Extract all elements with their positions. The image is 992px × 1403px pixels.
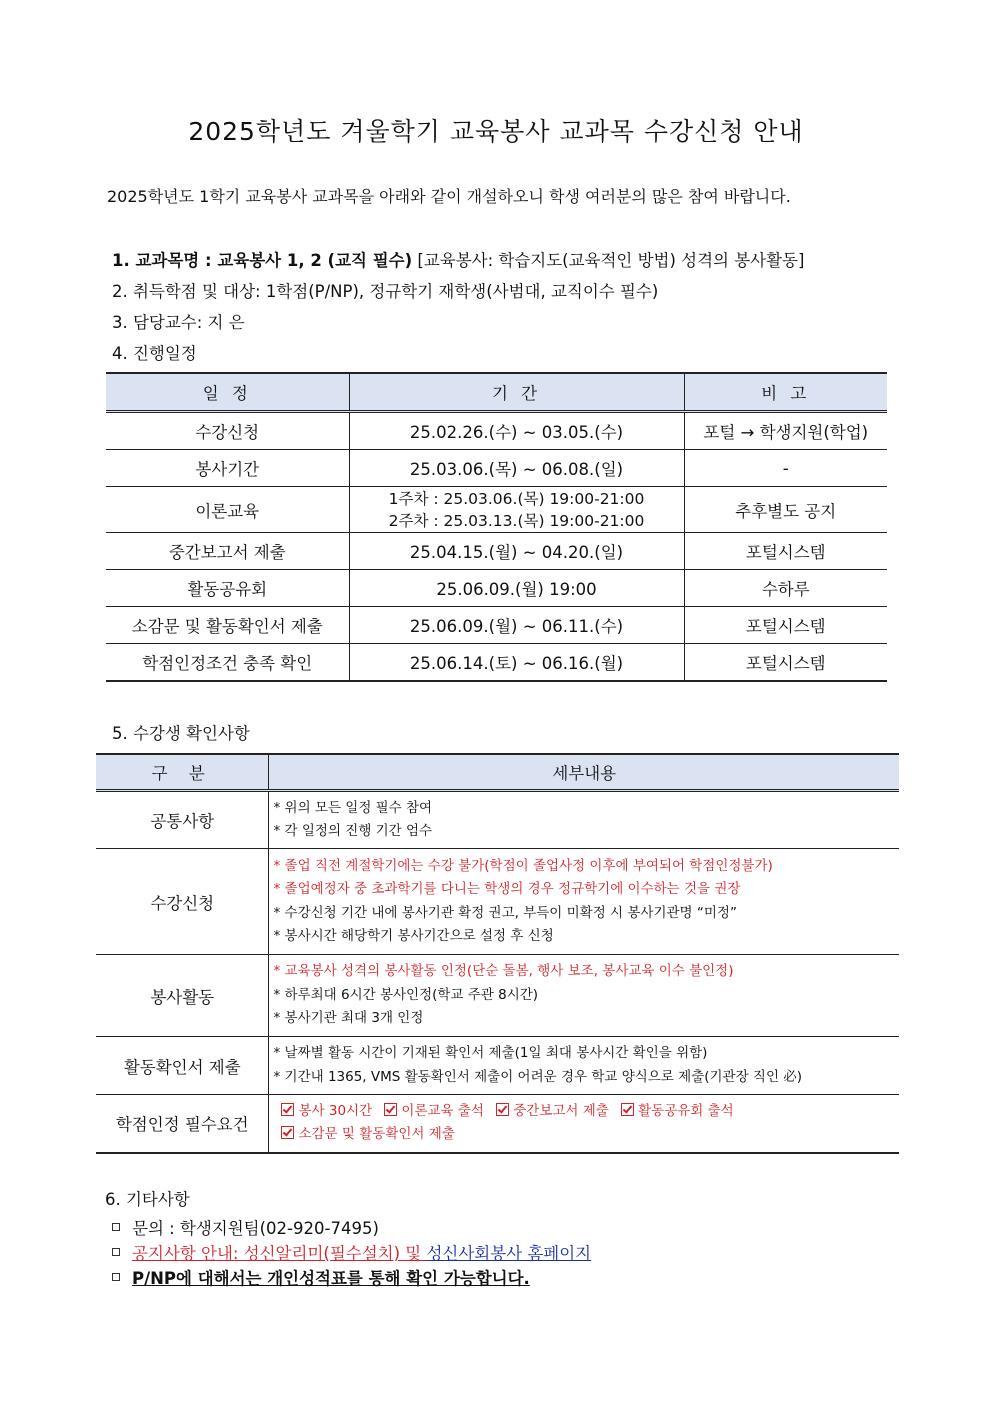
schedule-period: [349, 487, 684, 533]
square-bullet-icon: [112, 1248, 120, 1256]
table-row: [96, 955, 899, 1037]
table-row: [106, 450, 887, 487]
requirement: 활동공유회 출석: [638, 1102, 734, 1119]
detail-line-warning: * 졸업예정자 중 초과학기를 다니는 학생의 경우 정규학기에 이수하는 것을 권장: [273, 881, 741, 897]
item-professor: 3. 담당교수: 지 은: [112, 313, 245, 332]
schedule-note: 포털시스템: [684, 533, 887, 570]
detail-line: * 기간내 1365, VMS 활동확인서 제출이 어려운 경우 학교 양식으로 제출(기관장 직인 必): [273, 1068, 803, 1085]
intro-text: 2025학년도 1학기 교육봉사 교과목을 아래와 같이 개설하오니 학생 여러분의 많은 참여 바랍니다.: [107, 187, 791, 206]
confirm-detail: [269, 791, 899, 849]
requirement: 중간보고서 제출: [513, 1102, 609, 1119]
item-course-name: [112, 247, 804, 271]
schedule-name: 이론교육: [106, 487, 349, 533]
confirm-header-cell: 구 분: [96, 754, 269, 791]
detail-line-warning: * 교육봉사 성격의 봉사활동 인정(단순 돌봄, 행사 보조, 봉사교육 이수 불인정): [273, 963, 734, 980]
requirement-line: [273, 1123, 899, 1147]
confirm-category: 공통사항: [96, 791, 269, 849]
confirm-detail: [269, 955, 899, 1037]
confirm-header-cell: 세부내용: [269, 754, 899, 791]
item-schedule-heading: 4. 진행일정: [112, 344, 197, 363]
schedule-name: 수강신청: [106, 412, 349, 450]
checkbox-icon: [496, 1103, 509, 1116]
schedule-note: 추후별도 공지: [684, 487, 887, 533]
period-line: 2주차 : 25.03.13.(목) 19:00-21:00: [388, 511, 645, 530]
schedule-header-row: [106, 373, 887, 412]
confirm-detail: [269, 1037, 899, 1095]
schedule-header-cell: 기 간: [349, 373, 684, 412]
schedule-period: 25.06.09.(월) 19:00: [349, 570, 684, 607]
course-name-bold: 1. 교과목명 : 교육봉사 1, 2 (교직 필수): [112, 251, 413, 270]
schedule-note: 포털 → 학생지원(학업): [684, 412, 887, 450]
course-name-desc: [교육봉사: 학습지도(교육적인 방법) 성격의 봉사활동]: [412, 251, 805, 270]
table-row: [106, 412, 887, 450]
table-row: [106, 644, 887, 682]
contact-line: [112, 1215, 379, 1239]
pnp-text: P/NP에 대해서는 개인성적표를 통해 확인 가능합니다.: [132, 1269, 530, 1288]
confirm-category: 학점인정 필수요건: [96, 1095, 269, 1153]
requirement: 봉사 30시간: [298, 1102, 373, 1119]
schedule-period: 25.04.15.(월) ~ 04.20.(일): [349, 533, 684, 570]
schedule-name: 중간보고서 제출: [106, 533, 349, 570]
detail-line: * 각 일정의 진행 기간 엄수: [273, 823, 433, 839]
schedule-header-cell: 비 고: [684, 373, 887, 412]
schedule-note: 수하루: [684, 570, 887, 607]
schedule-name: 활동공유회: [106, 570, 349, 607]
detail-line: * 위의 모든 일정 필수 참여: [273, 799, 433, 816]
item-credit: 2. 취득학점 및 대상: 1학점(P/NP), 정규학기 재학생(사범대, 교직이수 필수): [112, 282, 659, 301]
table-row: [96, 1095, 899, 1153]
square-bullet-icon: [112, 1223, 120, 1231]
pnp-line: [112, 1265, 530, 1289]
schedule-period: 25.02.26.(수) ~ 03.05.(수): [349, 412, 684, 450]
table-row: [106, 533, 887, 570]
confirm-category: 봉사활동: [96, 955, 269, 1037]
table-row: [96, 791, 899, 849]
schedule-name: 봉사기간: [106, 450, 349, 487]
document-title: 2025학년도 겨울학기 교육봉사 교과목 수강신청 안내: [188, 117, 804, 146]
requirement-line: [273, 1100, 899, 1124]
confirm-category: 수강신청: [96, 849, 269, 955]
confirm-header-row: [96, 754, 899, 791]
schedule-period: 25.06.09.(월) ~ 06.11.(수): [349, 607, 684, 644]
period-line: 1주차 : 25.03.06.(목) 19:00-21:00: [388, 489, 645, 508]
table-row: [106, 487, 887, 533]
detail-line: * 봉사기관 최대 3개 인정: [273, 1010, 424, 1027]
schedule-note: 포털시스템: [684, 607, 887, 644]
detail-line: * 수강신청 기간 내에 봉사기관 확정 권고, 부득이 미확정 시 봉사기관명 “미정”: [273, 904, 737, 921]
confirm-detail: [269, 849, 899, 955]
square-bullet-icon: [112, 1273, 120, 1281]
schedule-table: [106, 372, 887, 682]
notice-line: [112, 1240, 591, 1264]
confirm-category: 활동확인서 제출: [96, 1037, 269, 1095]
table-row: [106, 607, 887, 644]
homepage-link[interactable]: 성신사회봉사 홈페이지: [426, 1244, 592, 1263]
etc-heading: 6. 기타사항: [105, 1190, 190, 1209]
schedule-period: 25.03.06.(목) ~ 06.08.(일): [349, 450, 684, 487]
checkbox-icon: [384, 1103, 397, 1116]
detail-line: * 날짜별 활동 시간이 기재된 확인서 제출(1일 최대 봉사시간 확인을 위함): [273, 1045, 708, 1061]
item-confirm-heading: 5. 수강생 확인사항: [112, 724, 250, 743]
schedule-name: 학점인정조건 충족 확인: [106, 644, 349, 682]
confirm-detail: [269, 1095, 899, 1153]
schedule-name: 소감문 및 활동확인서 제출: [106, 607, 349, 644]
detail-line-warning: * 졸업 직전 계절학기에는 수강 불가(학점이 졸업사정 이후에 부여되어 학점인정불가): [273, 857, 773, 874]
table-row: [106, 570, 887, 607]
checkbox-icon: [281, 1126, 294, 1139]
notice-text: 공지사항 안내: 성신알리미(필수설치) 및: [132, 1244, 427, 1263]
table-row: [96, 849, 899, 955]
confirm-table: [96, 753, 899, 1154]
checkbox-icon: [281, 1103, 294, 1116]
detail-line: * 하루최대 6시간 봉사인정(학교 주관 8시간): [273, 986, 539, 1003]
schedule-note: -: [684, 450, 887, 487]
contact-text: 문의 : 학생지원팀(02-920-7495): [132, 1219, 379, 1238]
requirement: 이론교육 출석: [401, 1102, 484, 1119]
checkbox-icon: [621, 1103, 634, 1116]
requirement: 소감문 및 활동확인서 제출: [298, 1126, 455, 1143]
detail-line: * 봉사시간 해당학기 봉사기간으로 설정 후 신청: [273, 928, 554, 944]
table-row: [96, 1037, 899, 1095]
schedule-period: 25.06.14.(토) ~ 06.16.(월): [349, 644, 684, 682]
schedule-header-cell: 일 정: [106, 373, 349, 412]
schedule-note: 포털시스템: [684, 644, 887, 682]
